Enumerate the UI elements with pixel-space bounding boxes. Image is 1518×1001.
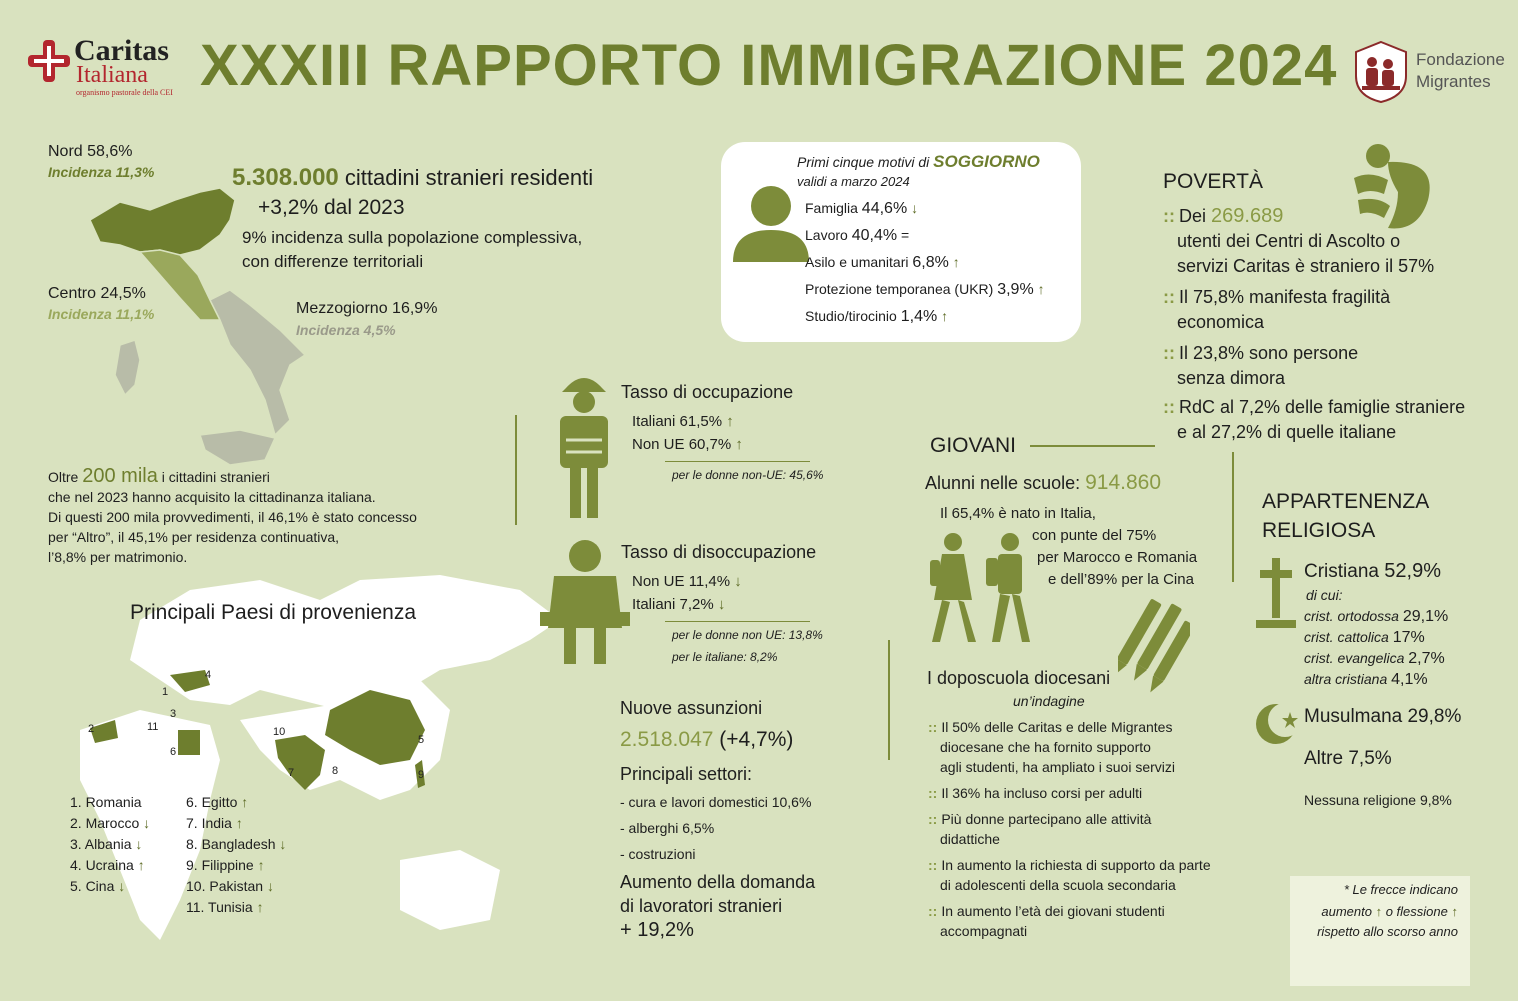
giovani-stat: per Marocco e Romania bbox=[1037, 549, 1198, 566]
country-item: 4. Ucraina bbox=[70, 857, 134, 873]
assunzioni-number: 2.518.047 bbox=[620, 728, 714, 751]
sicily bbox=[200, 430, 275, 465]
disoccupazione-note2: per le italiane: 8,2% bbox=[672, 650, 778, 664]
residents-growth: +3,2% dal 2023 bbox=[258, 196, 405, 219]
demand-block bbox=[620, 870, 815, 942]
caritas-sub: organismo pastorale della CEI bbox=[76, 88, 173, 97]
legend-note bbox=[1290, 876, 1470, 986]
poverta-item: RdC al 7,2% delle famiglie straniere bbox=[1179, 397, 1466, 417]
migrantes-line1: Fondazione bbox=[1416, 50, 1505, 69]
doposcuola-item: agli studenti, ha ampliato i suoi servizi bbox=[940, 759, 1176, 775]
doposcuola-item: accompagnati bbox=[940, 923, 1028, 939]
map-num-4: 4 bbox=[205, 669, 212, 681]
giovani-title: GIOVANI bbox=[930, 434, 1016, 457]
sub-religion: altra cristiana bbox=[1304, 671, 1388, 687]
occupazione-italiani: Italiani 61,5% bbox=[632, 413, 723, 430]
countries-col1 bbox=[70, 792, 150, 897]
demand-value: + 19,2% bbox=[620, 919, 694, 941]
cristiana-value: 52,9% bbox=[1384, 560, 1441, 582]
citizenship-line4: per “Altro”, il 45,1% per residenza continuativa, bbox=[48, 529, 340, 545]
arrow-down-icon: ↓ bbox=[734, 573, 742, 590]
bullet-icon: :: bbox=[928, 785, 938, 801]
arrow-up-icon: ↑ bbox=[726, 413, 734, 430]
alunni-label: Alunni nelle scuole: bbox=[925, 473, 1081, 493]
centro-incidence: Incidenza 11,1% bbox=[48, 306, 155, 322]
migrantes-line2: Migrantes bbox=[1416, 72, 1491, 91]
countries-col2 bbox=[186, 792, 286, 918]
sub-religion: crist. evangelica bbox=[1304, 650, 1405, 666]
soggiorno-title bbox=[797, 152, 1040, 172]
person-icon bbox=[729, 184, 813, 262]
sectors-title: Principali settori: bbox=[620, 764, 753, 784]
disoccupazione-italiani: Italiani 7,2% bbox=[632, 596, 714, 613]
incidence-line2: con differenze territoriali bbox=[242, 252, 424, 271]
sub-religion-value: 2,7% bbox=[1408, 650, 1445, 667]
map-num-2: 2 bbox=[88, 723, 95, 735]
sud-incidence: Incidenza 4,5% bbox=[296, 322, 396, 338]
caritas-cross-icon bbox=[26, 38, 72, 84]
demand-line1: Aumento della domanda bbox=[620, 872, 816, 892]
poverta-users-number: 269.689 bbox=[1211, 205, 1284, 227]
doposcuola-item: In aumento l’età dei giovani studenti bbox=[941, 903, 1165, 919]
country-item: 1. Romania bbox=[70, 794, 142, 810]
residents-block bbox=[232, 164, 593, 272]
cristiana-subs bbox=[1304, 585, 1448, 690]
cristiana-label: Cristiana bbox=[1304, 561, 1379, 582]
nord-incidence: Incidenza 11,3% bbox=[48, 164, 155, 180]
occupazione-title: Tasso di occupazione bbox=[621, 382, 794, 402]
bullet-icon: :: bbox=[1163, 287, 1175, 307]
centro-label: Centro 24,5% bbox=[48, 285, 146, 302]
disoccupazione-title: Tasso di disoccupazione bbox=[621, 542, 817, 562]
sardinia bbox=[115, 340, 140, 395]
list-item: - alberghi 6,5% bbox=[620, 820, 715, 836]
sub-religion-value: 4,1% bbox=[1391, 671, 1428, 688]
citizenship-line5: l’8,8% per matrimonio. bbox=[48, 549, 188, 565]
citizenship-block bbox=[48, 466, 417, 567]
sub-religion: crist. cattolica bbox=[1304, 629, 1389, 645]
country-item: 9. Filippine bbox=[186, 857, 254, 873]
soggiorno-list bbox=[805, 200, 1045, 335]
dicui-label: di cui: bbox=[1306, 587, 1343, 603]
italy-south-region bbox=[210, 290, 305, 435]
arrow-down-icon: ↓ bbox=[717, 596, 726, 613]
arrow-up-icon: ↑ bbox=[137, 857, 145, 873]
map-num-3: 3 bbox=[170, 708, 177, 720]
note-up-label: aumento bbox=[1321, 904, 1372, 919]
poverta-title: POVERTÀ bbox=[1163, 170, 1263, 193]
occupazione-rule bbox=[665, 461, 810, 462]
arrow-up-icon: ↑ bbox=[735, 436, 743, 453]
giovani-stat: e dell’89% per la Cina bbox=[1048, 571, 1194, 588]
occupazione-note: per le donne non-UE: 45,6% bbox=[672, 468, 824, 482]
alunni-line bbox=[925, 471, 1161, 495]
soggiorno-title-pre: Primi cinque motivi di bbox=[797, 154, 930, 170]
assunzioni-title: Nuove assunzioni bbox=[620, 698, 763, 718]
caritas-name2: Italiana bbox=[76, 62, 148, 88]
doposcuola-title: I doposcuola diocesani bbox=[927, 668, 1111, 688]
arrow-up-icon: ↑ bbox=[235, 815, 243, 831]
residents-number: 5.308.000 bbox=[232, 164, 339, 191]
seated-worker-icon bbox=[540, 536, 630, 664]
page-title: XXXIII RAPPORTO IMMIGRAZIONE 2024 bbox=[200, 33, 1338, 98]
disoccupazione-rule bbox=[665, 621, 810, 622]
list-item: Asilo e umanitari 6,8% ↑ bbox=[805, 254, 960, 271]
arrow-down-icon: ↓ bbox=[266, 878, 274, 894]
bullet-icon: :: bbox=[1163, 343, 1175, 363]
nord-label: Nord 58,6% bbox=[48, 143, 133, 160]
note-down-label: o flessione bbox=[1385, 904, 1448, 919]
soggiorno-card bbox=[721, 142, 1081, 342]
poverta-item: e al 27,2% di quelle italiane bbox=[1177, 422, 1397, 442]
citizenship-line3: Di questi 200 mila provvedimenti, il 46,1% è stato concesso bbox=[48, 509, 417, 525]
poverta-item: Il 23,8% sono persone bbox=[1179, 343, 1359, 363]
religione-title-line2: RELIGIOSA bbox=[1262, 519, 1376, 542]
arrow-up-icon: ↑ bbox=[941, 308, 949, 324]
map-num-11: 11 bbox=[147, 721, 159, 733]
altre-line: Altre 7,5% bbox=[1304, 748, 1392, 769]
cristiana-line bbox=[1304, 560, 1441, 583]
list-item: Lavoro 40,4% = bbox=[805, 227, 910, 244]
students-icon bbox=[928, 530, 1038, 646]
doposcuola-item: Più donne partecipano alle attività bbox=[941, 811, 1152, 827]
arrow-down-icon: ↓ bbox=[118, 878, 126, 894]
country-item: 6. Egitto bbox=[186, 794, 238, 810]
arrow-up-icon: ↑ bbox=[1451, 904, 1458, 919]
alunni-number: 914.860 bbox=[1085, 471, 1162, 494]
arrow-up-icon: ↑ bbox=[241, 794, 249, 810]
arrow-down-icon: ↓ bbox=[135, 836, 143, 852]
citizenship-post: i cittadini stranieri bbox=[161, 469, 270, 485]
musulmana-line: Musulmana 29,8% bbox=[1304, 706, 1462, 727]
sud-label: Mezzogiorno 16,9% bbox=[296, 300, 438, 317]
italy-north-region bbox=[90, 188, 235, 255]
soggiorno-subtitle: validi a marzo 2024 bbox=[797, 174, 910, 189]
doposcuola-item: Il 36% ha incluso corsi per adulti bbox=[941, 785, 1143, 801]
bullet-icon: :: bbox=[928, 811, 938, 827]
egypt-shape bbox=[178, 730, 200, 755]
poverta-item: Dei bbox=[1179, 206, 1207, 226]
country-item: 11. Tunisia bbox=[186, 899, 253, 915]
arrow-up-icon: ↑ bbox=[257, 857, 265, 873]
country-item: 2. Marocco bbox=[70, 815, 140, 831]
occupazione-nonue: Non UE 60,7% bbox=[632, 436, 732, 453]
poverta-list bbox=[1163, 204, 1465, 445]
doposcuola-item: In aumento la richiesta di supporto da parte bbox=[941, 857, 1211, 873]
poverta-item: economica bbox=[1177, 312, 1265, 332]
sectors-list bbox=[620, 789, 811, 867]
map-num-6: 6 bbox=[170, 746, 177, 758]
divider-middle bbox=[888, 640, 890, 760]
demand-line2: di lavoratori stranieri bbox=[620, 896, 783, 916]
bullet-icon: :: bbox=[928, 857, 938, 873]
giovani-stat: Il 65,4% è nato in Italia, bbox=[940, 505, 1096, 522]
map-num-7: 7 bbox=[288, 767, 295, 779]
assunzioni-value bbox=[620, 728, 793, 752]
europe-shape bbox=[130, 575, 560, 710]
religione-rule bbox=[1232, 452, 1234, 582]
nessuna-line: Nessuna religione 9,8% bbox=[1304, 792, 1452, 808]
citizenship-pre: Oltre bbox=[48, 469, 79, 485]
sub-religion-value: 17% bbox=[1392, 629, 1425, 646]
doposcuola-item: di adolescenti della scuola secondaria bbox=[940, 877, 1176, 893]
country-item: 5. Cina bbox=[70, 878, 115, 894]
divider-left bbox=[515, 415, 517, 525]
bullet-icon: :: bbox=[928, 719, 938, 735]
arrow-up-icon: ↑ bbox=[1375, 904, 1383, 919]
map-num-5: 5 bbox=[418, 734, 425, 746]
bullet-icon: :: bbox=[928, 903, 938, 919]
country-item: 8. Bangladesh bbox=[186, 836, 276, 852]
bullet-icon: :: bbox=[1163, 206, 1175, 226]
map-num-9: 9 bbox=[418, 769, 425, 781]
crescent-icon bbox=[1254, 700, 1304, 748]
doposcuola-item: didattiche bbox=[940, 831, 1000, 847]
countries-title: Principali Paesi di provenienza bbox=[130, 601, 416, 624]
religione-title-line1: APPARTENENZA bbox=[1262, 490, 1430, 513]
pencils-icon bbox=[1118, 596, 1190, 696]
poverta-item: senza dimora bbox=[1177, 368, 1286, 388]
bullet-icon: :: bbox=[1163, 397, 1175, 417]
list-item: Protezione temporanea (UKR) 3,9% ↑ bbox=[805, 281, 1045, 298]
doposcuola-item: diocesane che ha fornito supporto bbox=[940, 739, 1151, 755]
note-line2 bbox=[1321, 904, 1458, 919]
worker-helmet-icon bbox=[552, 368, 616, 518]
citizenship-number: 200 mila bbox=[82, 465, 158, 487]
sub-religion: crist. ortodossa bbox=[1304, 608, 1399, 624]
doposcuola-subtitle: un’indagine bbox=[1013, 693, 1085, 709]
list-item: - costruzioni bbox=[620, 846, 696, 862]
map-num-10: 10 bbox=[273, 726, 286, 738]
disoccupazione-list bbox=[632, 570, 742, 616]
list-item: Studio/tirocinio 1,4% ↑ bbox=[805, 308, 949, 325]
doposcuola-list bbox=[928, 717, 1211, 941]
doposcuola-item: Il 50% delle Caritas e delle Migrantes bbox=[941, 719, 1173, 735]
caritas-logo bbox=[26, 36, 176, 96]
religione-title bbox=[1262, 487, 1429, 545]
incidence-line1: 9% incidenza sulla popolazione complessiva, bbox=[242, 228, 583, 247]
giovani-rule bbox=[1030, 445, 1155, 447]
country-item: 10. Pakistan bbox=[186, 878, 264, 894]
poverta-item: utenti dei Centri di Ascolto o bbox=[1177, 231, 1401, 251]
country-item: 3. Albania bbox=[70, 836, 132, 852]
country-item: 7. India bbox=[186, 815, 232, 831]
map-num-8: 8 bbox=[332, 765, 339, 777]
giovani-stat: con punte del 75% bbox=[1032, 527, 1157, 544]
arrow-down-icon: ↓ bbox=[143, 815, 151, 831]
sub-religion-value: 29,1% bbox=[1402, 608, 1449, 625]
note-line3: rispetto allo scorso anno bbox=[1317, 924, 1458, 939]
occupazione-list bbox=[632, 410, 743, 456]
arrow-down-icon: ↓ bbox=[911, 200, 919, 216]
disoccupazione-note1: per le donne non UE: 13,8% bbox=[672, 628, 823, 642]
arrow-down-icon: ↓ bbox=[279, 836, 287, 852]
migrantes-emblem-icon bbox=[1352, 40, 1410, 104]
note-line1: * Le frecce indicano bbox=[1343, 882, 1458, 897]
list-item: Famiglia 44,6% ↓ bbox=[805, 200, 919, 217]
arrow-up-icon: ↑ bbox=[952, 254, 960, 270]
caritas-name: Caritas bbox=[74, 34, 169, 67]
list-item: - cura e lavori domestici 10,6% bbox=[620, 794, 812, 810]
poverta-item: servizi Caritas è straniero il 57% bbox=[1177, 256, 1435, 276]
soggiorno-title-key: SOGGIORNO bbox=[933, 152, 1040, 171]
poverta-item: Il 75,8% manifesta fragilità bbox=[1179, 287, 1391, 307]
australia-shape bbox=[400, 850, 500, 930]
equal-icon: = bbox=[900, 227, 910, 243]
arrow-up-icon: ↑ bbox=[1037, 281, 1045, 297]
migrantes-logo bbox=[1352, 40, 1505, 104]
residents-text: cittadini stranieri residenti bbox=[344, 165, 594, 190]
disoccupazione-nonue: Non UE 11,4% bbox=[632, 573, 731, 590]
assunzioni-pct: (+4,7%) bbox=[719, 728, 794, 751]
citizenship-line2: che nel 2023 hanno acquisito la cittadinanza italiana. bbox=[48, 489, 376, 505]
map-num-1: 1 bbox=[162, 686, 169, 698]
cross-icon bbox=[1254, 556, 1298, 630]
arrow-up-icon: ↑ bbox=[256, 899, 264, 915]
